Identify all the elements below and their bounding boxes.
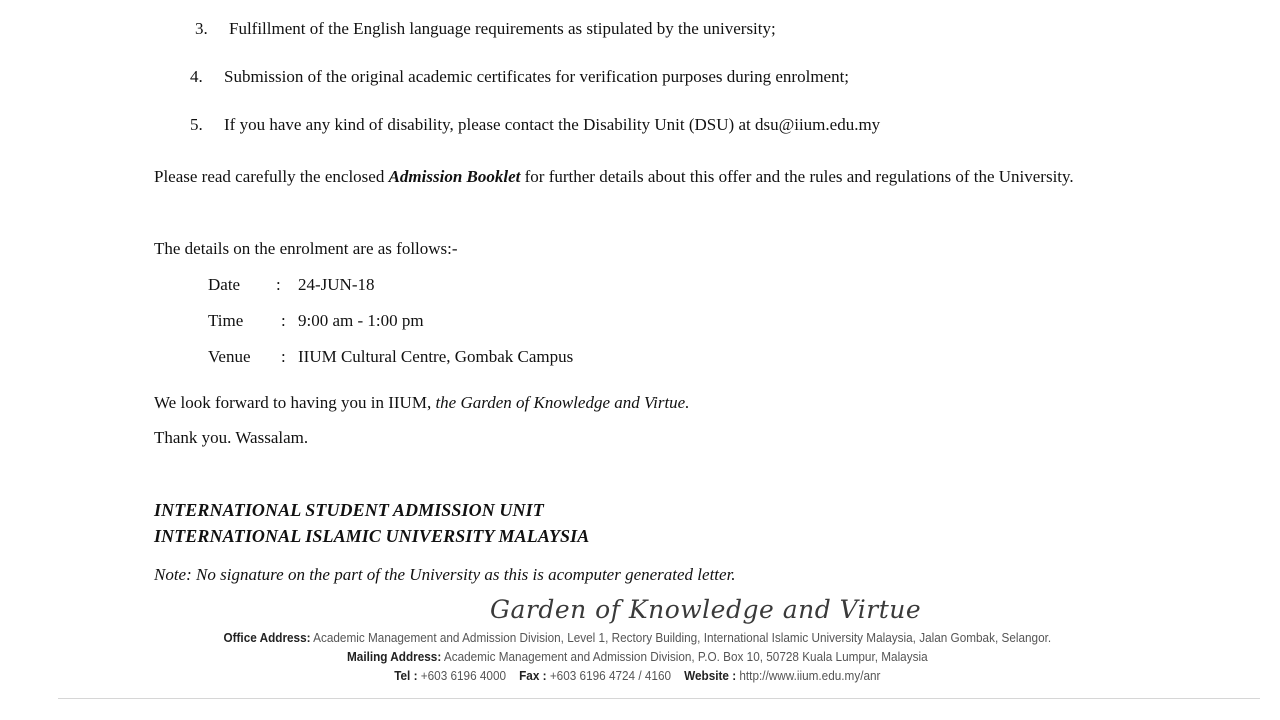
website-label: Website : <box>684 669 737 683</box>
row-label: Venue <box>208 347 251 366</box>
list-text: Fulfillment of the English language requirements as stipulated by the university; <box>229 19 776 38</box>
booklet-paragraph <box>154 164 1144 190</box>
enrolment-row-date <box>208 275 375 295</box>
list-item <box>190 67 850 87</box>
booklet-text-end: for further details about this offer and the rules and regulations of the University. <box>520 167 1074 186</box>
list-number: 3. <box>195 19 208 38</box>
fax-value: +603 6196 4724 / 4160 <box>546 669 672 683</box>
office-address-label: Office Address: <box>223 631 311 645</box>
mailing-address <box>0 650 1275 664</box>
website-link[interactable]: http://www.iium.edu.my/anr <box>736 669 881 683</box>
admission-booklet-emphasis: Admission Booklet <box>388 167 521 186</box>
contact-line <box>0 669 1275 683</box>
garden-motto-italic: the Garden of Knowledge and Virtue. <box>435 393 690 412</box>
row-value: 9:00 am - 1:00 pm <box>298 311 424 330</box>
closing-text: We look forward to having you in IIUM, <box>154 393 436 412</box>
office-address <box>0 631 1275 645</box>
computer-generated-note: Note: No signature on the part of the University as this is acomputer generated letter. <box>154 565 736 584</box>
page-bottom-divider <box>58 698 1260 699</box>
enrolment-row-time <box>208 311 424 331</box>
tel-value: +603 6196 4000 <box>417 669 507 683</box>
list-item <box>195 19 776 39</box>
row-separator: : <box>281 347 286 366</box>
list-number: 4. <box>190 67 203 86</box>
office-address-text: Academic Management and Admission Division, Level 1, Rectory Building, International Islamic University Malaysia, Jalan Gombak, Selangor. <box>310 631 1052 645</box>
enrolment-row-venue <box>208 347 574 367</box>
closing-line <box>154 393 689 413</box>
mailing-address-label: Mailing Address: <box>347 650 442 664</box>
tel-label: Tel : <box>394 669 418 683</box>
list-text: If you have any kind of disability, please contact the Disability Unit (DSU) at dsu@iium.edu.my <box>224 115 881 134</box>
row-label: Time <box>208 311 244 330</box>
list-item <box>190 115 881 135</box>
row-value: IIUM Cultural Centre, Gombak Campus <box>298 347 574 366</box>
list-number: 5. <box>190 115 203 134</box>
booklet-text-start: Please read carefully the enclosed <box>154 167 389 186</box>
footer-motto: Garden of Knowledge and Virtue <box>490 595 922 624</box>
mailing-address-text: Academic Management and Admission Division, P.O. Box 10, 50728 Kuala Lumpur, Malaysia <box>441 650 928 664</box>
signature-unit: INTERNATIONAL STUDENT ADMISSION UNIT <box>154 500 544 520</box>
row-value: 24-JUN-18 <box>298 275 375 294</box>
thanks-line: Thank you. Wassalam. <box>154 428 309 447</box>
row-label: Date <box>208 275 241 294</box>
enrolment-intro: The details on the enrolment are as follows:- <box>154 239 458 258</box>
signature-university: INTERNATIONAL ISLAMIC UNIVERSITY MALAYSIA <box>154 526 590 546</box>
row-separator: : <box>276 275 281 294</box>
list-text: Submission of the original academic certificates for verification purposes during enrolment; <box>224 67 850 86</box>
row-separator: : <box>281 311 286 330</box>
fax-label: Fax : <box>519 669 547 683</box>
